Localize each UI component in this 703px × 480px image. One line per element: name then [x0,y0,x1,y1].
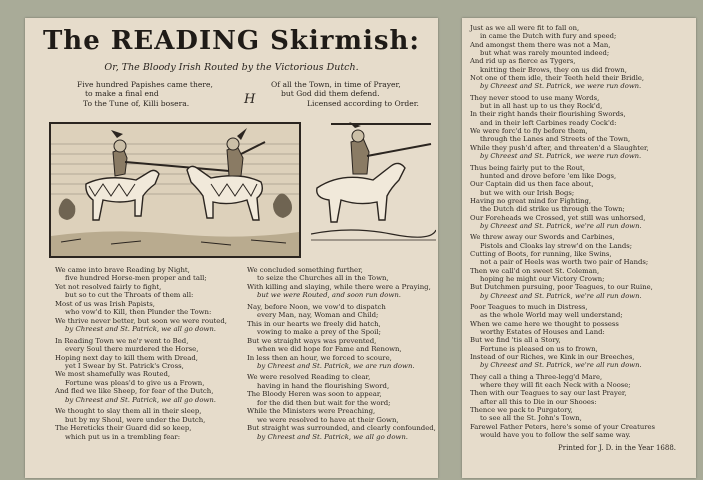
verse-line: In their right hands their flourishing Swords, [470,110,626,119]
verse-line: We were resolved Reading to clear, [247,373,371,382]
verse-line: Cutting of Boots, for running, like Swins, [470,249,612,258]
verse-line: Poor Teagues to much in Distress, [470,303,588,311]
chorus-line: by Chreest and St. Patrick, we all go down. [257,432,408,441]
chorus-line: by Chreest and St. Patrick, we're all run down. [480,291,642,300]
verse-line: yet I Swear by St. Patrick's Cross, [65,361,184,370]
verse-line: for the did then but wait for the word; [257,398,391,407]
verse-line: But we find 'tis all a Story, [470,336,561,345]
verse-line: They never stood to use many Words, [470,93,600,102]
woodcut-mounted-knight [311,122,436,254]
verse-line: but so to cut the Throats of them all: [65,291,194,300]
verse-line: Yet not resolved fairly to fight, [55,282,162,291]
verse-line: Thence we pack to Purgatory, [470,406,573,415]
chorus-line: by Chreest and St. Patrick, we were run down. [480,152,642,161]
verse-line: Then we call'd on sweet St. Coleman, [470,266,600,275]
chorus-line: by Chreest and St. Patrick, we all go down. [65,395,216,404]
header-license-line: Licensed according to Order. [307,99,419,108]
header-left-line-2: to make a final end [85,89,159,98]
verse-line: The Bloody Heren was soon to appear, [247,390,382,399]
verse-line: And fled we like Sheep, for fear of the Dutch, [55,387,214,396]
verse-line: every Man, nay, Woman and Child; [257,311,379,320]
verse-line: hoping he might our Victory Crown; [480,274,605,283]
verse-line: Fortune was pleas'd to give us a Frown, [65,378,205,387]
ballad-column-left [55,266,245,441]
verse-line: we were resolved to have at their Gown, [257,415,399,424]
verse-line: This in our hearts we freely did hatch, [247,319,381,328]
verse-line: after all this to Die in our Shooes: [480,397,597,406]
verse-line: Just as we all were fit to fall on, [470,24,580,32]
verse-line: worthy Estates of Houses and Land: [480,328,605,337]
verse-line: Nay, before Noon, we vow'd to dispatch [247,302,386,311]
header-left-line-1: Five hundred Papishes came there, [77,80,213,89]
verse-line: vowing to make a prey of the Spoil; [257,328,381,337]
verse-line: but what was rarely mounted indeed; [480,49,610,58]
verse-line: knitting their Brows, they on us did frown, [480,65,627,74]
verse-line: but in all hast up to us they Rock'd, [480,102,603,111]
verse-line: in came the Dutch with fury and speed; [480,32,617,41]
verse-line: The Hereticks their Guard did so keep, [55,424,192,433]
header-right-line-2: but God did them defend. [281,89,380,98]
verse-line: And rid up as fierce as Tygers, [470,57,576,66]
chorus-line: but we were Routed, and soon run down. [257,291,401,300]
verse-line: We were forc'd to fly before them, [470,127,588,136]
header-right-line-1: Of all the Town, in time of Prayer, [271,80,401,89]
verse-line: We concluded something further, [247,266,363,274]
verse-line: hunted and drove before 'em like Dogs, [480,171,617,180]
verse-line: would have you to follow the self same way. [480,431,631,440]
verse-line: But Dutchmen pursuing, poor Teagues, to our Ruine, [470,283,653,292]
printer-mark-h: H [244,92,256,107]
verse-line: With killing and slaying, while there were a Praying, [247,282,431,291]
verse-line: But we straight ways was prevented, [247,336,377,345]
verse-line: We most shamefully was Routed, [55,370,171,379]
verse-line: Not one of them idle, their Teeth held their Bridle, [470,74,645,83]
ballad-subtitle: Or, The Bloody Irish Routed by the Victorious Dutch. [104,62,359,73]
verse-line: In Reading Town we ne'r went to Bed, [55,336,189,345]
verse-line: In less then an hour, we forced to scoure, [247,353,392,362]
ballad-column-middle [247,266,435,441]
verse-line: every Soul there murdered the Horse, [65,345,199,354]
verse-line: Our Captain did us then face about, [470,180,594,189]
printer-imprint: Printed for J. D. in the Year 1688. [558,443,676,452]
chorus-line: by Chreest and St. Patrick, we're all run down. [480,221,642,230]
verse-line: who vow'd to Kill, then Plunder the Town: [65,308,212,317]
verse-line: to see all the St. John's Town, [480,414,582,423]
verse-line: where they will fit each Neck with a Noose; [480,381,631,390]
chorus-line: by Chreest and St. Patrick, we all go down. [65,325,216,334]
verse-line: but by my Shoul, were under the Dutch, [65,415,206,424]
verse-line: Having no great mind for Fighting, [470,196,592,205]
broadside-left-sheet [25,18,438,478]
verse-line: Instead of our Riches, we Kink in our Breeches, [470,353,635,362]
ballad-title: The READING Skirmish: [42,26,421,56]
verse-line: And amongst them there was not a Man, [470,40,611,49]
verse-line: We threw away our Swords and Carbines, [470,233,615,242]
verse-line: through the Lanes and Streets of the Town, [480,135,631,144]
verse-line: When we came here we thought to possess [470,319,619,328]
chorus-line: by Chreest and St. Patrick, we are run down. [257,361,415,370]
verse-line: and in their left Carbines ready Cock'd: [480,118,617,127]
verse-line: Fortune is pleased on us to frown, [480,344,598,353]
ballad-column-right [470,24,690,452]
verse-line: We came into brave Reading by Night, [55,266,190,274]
chorus-line: by Chreest and St. Patrick, we're all run down. [480,361,642,370]
verse-line: While they push'd after, and threaten'd a Slaughter, [470,143,649,152]
verse-line: They call a thing a Three-legg'd Mare, [470,372,603,381]
verse-line: but we with our Irish Bogs; [480,188,575,197]
verse-line: not a pair of Heels was worth two pair of Hands; [480,258,649,267]
verse-line: While the Ministers were Preaching, [247,407,376,416]
verse-line: having in hand the flourishing Sword, [257,381,390,390]
verse-line: Thus being fairly put to the Rout, [470,163,585,172]
verse-line: to seize the Churches all in the Town, [257,274,389,283]
verse-line: Then with our Teagues to say our last Prayer, [470,389,627,398]
verse-line: as the whole World may well understand; [480,311,623,320]
verse-line: Farewel Father Peters, here's some of your Creatures [470,422,655,431]
verse-line: five hundred Horse-men proper and tall; [65,274,207,283]
verse-line: the Dutch did strike us through the Town; [480,205,625,214]
verse-line: which put us in a trembling fear: [65,432,181,441]
verse-line: Most of us was Irish Papists, [55,299,155,308]
verse-line: Our Foreheads we Crossed, yet still was unhorsed, [470,213,646,222]
woodcut-jousting-knights [49,122,301,258]
verse-line: We thought to slay them all in their sleep, [55,407,202,416]
verse-line: Hoping next day to kill them with Dread, [55,353,198,362]
verse-line: when we did hope for Fame and Renown, [257,345,402,354]
header-tune-line: To the Tune of, Killi bosera. [83,99,190,108]
verse-line: Pistols and Cloaks lay strew'd on the Lands; [480,241,633,250]
chorus-line: by Chreest and St. Patrick, we were run down. [480,82,642,91]
verse-line: We thrive never better, but soon we were routed, [55,316,227,325]
verse-line: But straight was surrounded, and clearly confounded, [247,424,436,433]
